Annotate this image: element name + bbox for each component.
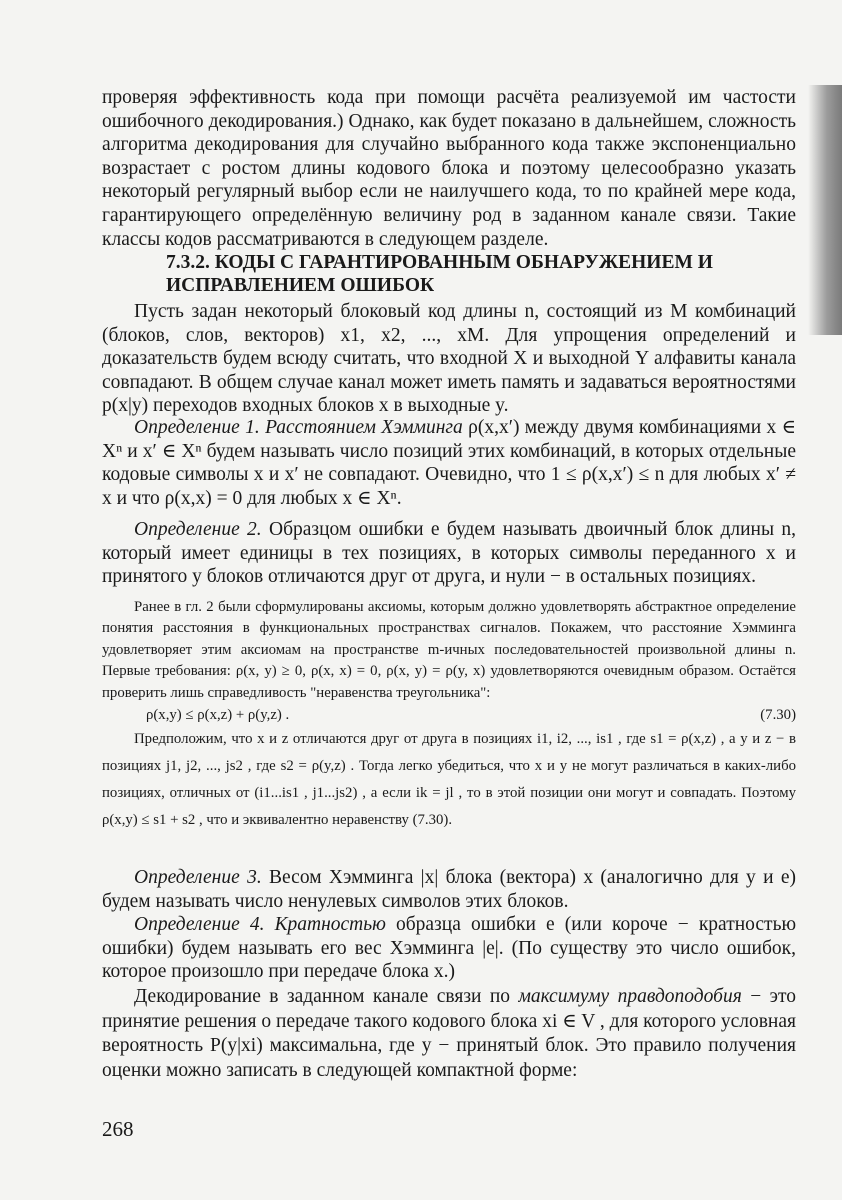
def2-label: Определение 2. bbox=[134, 519, 262, 540]
ml-term: максимуму правдоподобия bbox=[518, 986, 742, 1007]
eq-number: (7.30) bbox=[760, 707, 796, 724]
def2-text: Образцом ошибки e будем называть двоичный блок длины n, который имеет единицы в тех позициях, в которых символы переданного x и принятого y блоков отличаются друг от друга, и нули − в остальных позициях. bbox=[102, 519, 797, 588]
intro-text: проверяя эффективность кода при помощи расчёта реализуемой им частости ошибочного декодирования.) Однако, как будет показано в дальнейшем, сложность алгоритма декодирования для случайно выбранного кода также экспоненциально возрастает с ростом длины кодового блока и поэтому целесообразно указать некоторый регулярный выбор если не наилучшего кода, то по крайней мере кода, гарантирующего определённую величину pод в заданном канале связи. Такие классы кодов рассматриваются в следующем разделе. bbox=[102, 87, 796, 250]
def1-label: Определение 1. bbox=[134, 417, 260, 438]
def4-text: образца ошибки e (или короче − кратностью ошибки) будем называть его вес Хэмминга |e|. (По существу это число ошибок, которое произошло при передаче блока x.) bbox=[102, 914, 797, 983]
ml-text: − это принятие решения о передаче такого кодового блока xi ∈ V , для которого условная вероятность P(y|xi) максимальна, где y − принятый блок. Это правило получения оценки можно записать в следующей компактной форме: bbox=[102, 986, 797, 1081]
def1-text: ρ(x,x′) между двумя комбинациями x ∈ Xⁿ и x′ ∈ Xⁿ будем называть число позиций этих комбинаций, в которых отдельные кодовые символы x и x′ не совпадают. Очевидно, что 1 ≤ ρ(x,x′) ≤ n для любых x′ ≠ x и что ρ(x,x) = 0 для любых x ∈ Xⁿ. bbox=[102, 417, 797, 509]
def3-label: Определение 3. bbox=[134, 867, 262, 888]
intro-paragraph bbox=[102, 86, 796, 251]
section-heading-line1: 7.3.2. КОДЫ С ГАРАНТИРОВАННЫМ ОБНАРУЖЕНИЕМ И bbox=[166, 252, 713, 273]
note-text2: Предположим, что x и z отличаются друг от друга в позициях i1, i2, ..., is1 , где s1 = ρ(x,z) , а y и z − в позициях j1, j2, ..., js2 , где s2 = ρ(y,z) . Тогда легко убедиться, что x и y не могут различаться в каких-либо позициях, отличных от (i1...is1 , j1...js2) , а если ik = jl , то в этой позиции они могут и совпадать. Поэтому ρ(x,y) ≤ s1 + s2 , что и эквивалентно неравенству (7.30). bbox=[102, 731, 796, 829]
ml-text-before: Декодирование в заданном канале связи по bbox=[134, 986, 511, 1007]
binding-shadow bbox=[808, 85, 842, 335]
def4-term: Кратностью bbox=[274, 914, 386, 935]
note-block bbox=[102, 597, 796, 834]
paragraph-ml-decoding bbox=[102, 985, 796, 1083]
note-text1: Ранее в гл. 2 были сформулированы аксиомы, которым должно удовлетворять абстрактное определение понятия расстояния в функциональных пространствах сигналов. Покажем, что расстояние Хэмминга удовлетворяет этим аксиомам на пространстве m-ичных последовательностей произвольной длины n. Первые требования: ρ(x, y) ≥ 0, ρ(x, x) = 0, ρ(x, y) = ρ(y, x) удовлетворяются очевидным образом. Остаётся проверить лишь справедливость "неравенства треугольника": bbox=[102, 599, 796, 701]
definition-4 bbox=[102, 913, 796, 984]
definition-2 bbox=[102, 518, 796, 589]
paragraph-code-definition bbox=[102, 300, 796, 418]
formula-730: ρ(x,y) ≤ ρ(x,z) + ρ(y,z) . bbox=[146, 707, 290, 724]
definition-1 bbox=[102, 416, 796, 510]
def4-label: Определение 4. bbox=[134, 914, 265, 935]
page-number: 268 bbox=[102, 1117, 134, 1141]
section-heading-line2: ИСПРАВЛЕНИЕМ ОШИБОК bbox=[166, 275, 435, 296]
section-heading bbox=[102, 251, 796, 297]
para1-text: Пусть задан некоторый блоковый код длины n, состоящий из M комбинаций (блоков, слов, векторов) x1, x2, ..., xM. Для упрощения определений и доказательств будем всюду считать, что входной X и выходной Y алфавиты канала совпадают. В общем случае канал может иметь память и задаваться вероятностями p(x|y) переходов входных блоков x в выходные y. bbox=[102, 301, 796, 417]
definition-3 bbox=[102, 866, 796, 913]
def3-text: Весом Хэмминга |x| блока (вектора) x (аналогично для y и e) будем называть число ненулевых символов этих блоков. bbox=[102, 867, 796, 912]
def1-term: Расстоянием Хэмминга bbox=[265, 417, 463, 438]
formula-row bbox=[102, 704, 796, 726]
